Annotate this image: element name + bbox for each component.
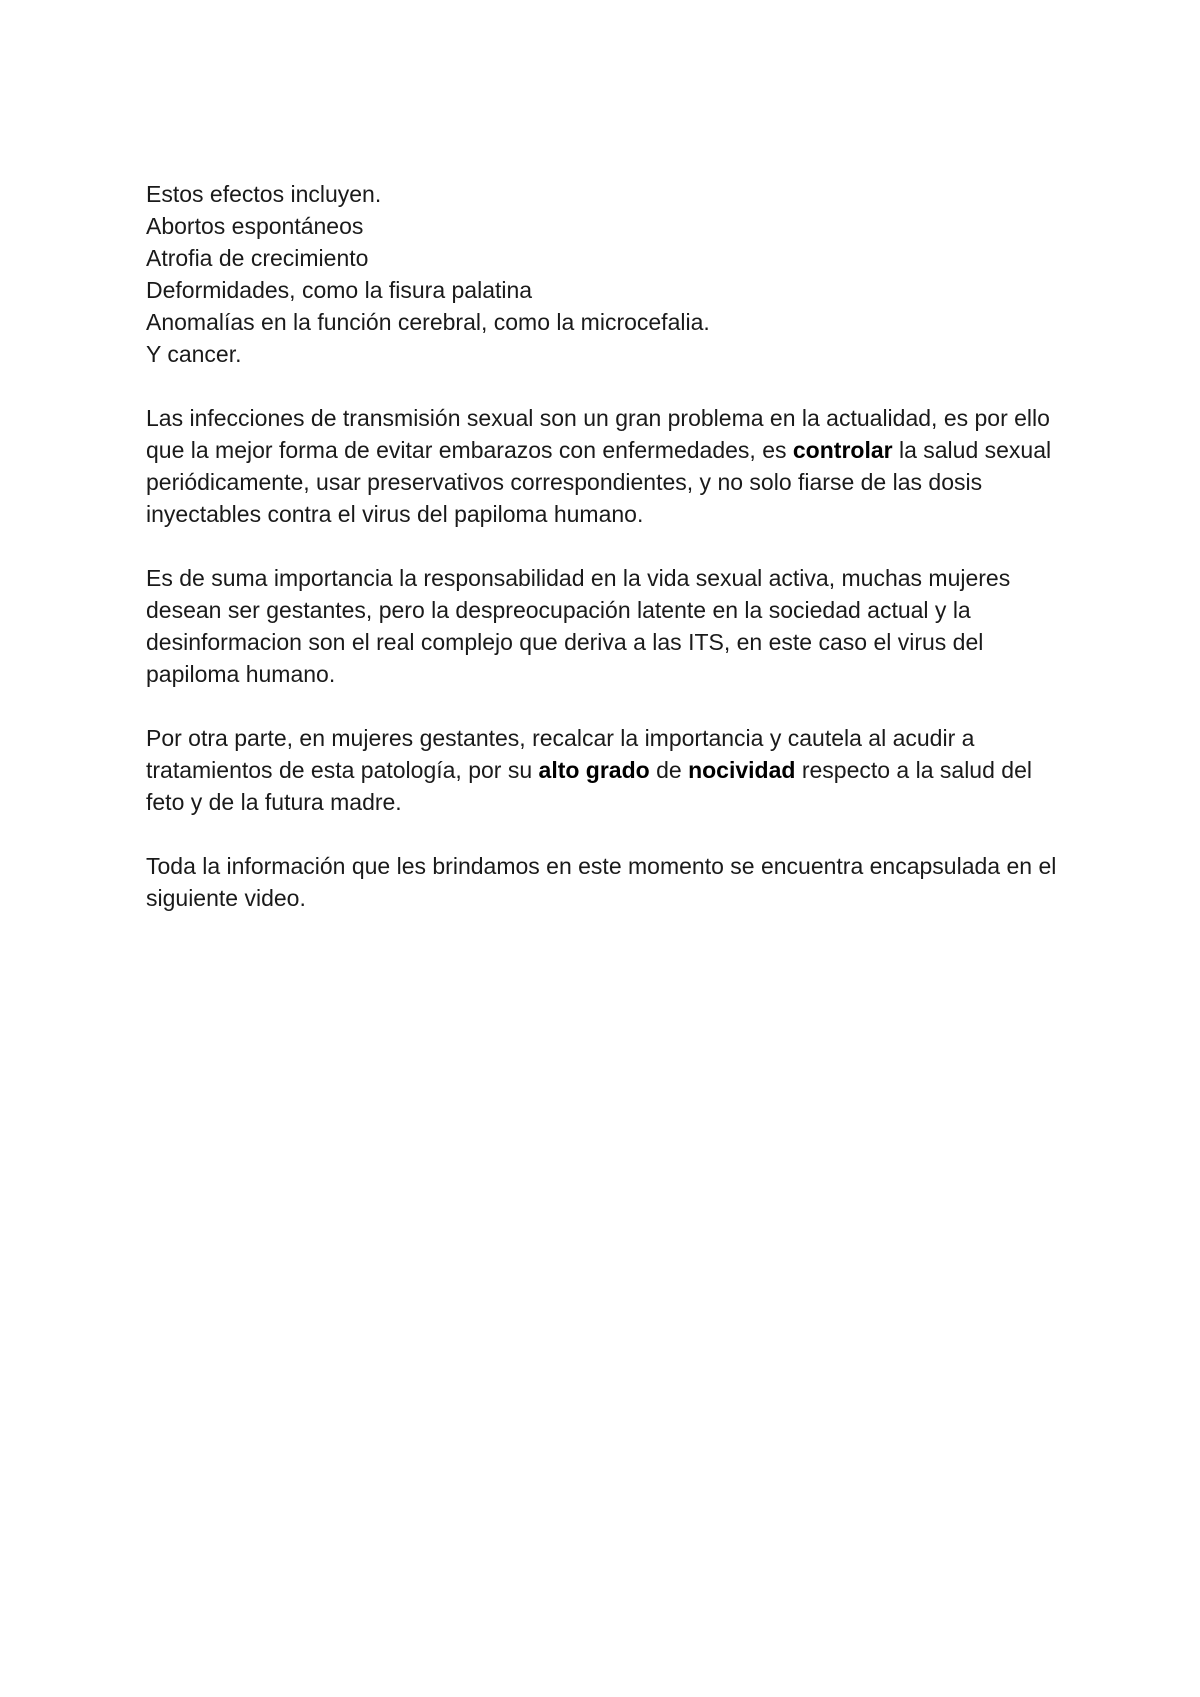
paragraph-text: de <box>649 757 689 783</box>
paragraph-text: Por otra parte, en mujeres gestantes, recalcar la importancia y cautela al acudir a tratamientos de esta patología, por su <box>146 725 975 783</box>
paragraph-infecciones <box>146 402 1066 530</box>
paragraph-text: Toda la información que les brindamos en este momento se encuentra encapsulada en el siguiente video. <box>146 853 1057 911</box>
paragraph-text: Es de suma importancia la responsabilidad en la vida sexual activa, muchas mujeres desean ser gestantes, pero la despreocupación latente en la sociedad actual y la desinformacion son el real complejo que deriva a las ITS, en este caso el virus del papiloma humano. <box>146 565 1011 687</box>
bold-term-controlar: controlar <box>792 437 893 463</box>
list-intro: Estos efectos incluyen. <box>146 181 382 207</box>
paragraph-text: respecto a la salud del feto y de la futura madre. <box>146 757 1032 815</box>
paragraph-text: Las infecciones de transmisión sexual son un gran problema en la actualidad, es por ello que la mejor forma de evitar embarazos con enfermedades, es <box>146 405 1050 463</box>
bold-term-alto-grado: alto grado <box>538 757 650 783</box>
document-body <box>146 178 1066 914</box>
paragraph-gestantes <box>146 722 1066 818</box>
list-item: Deformidades, como la fisura palatina <box>146 277 533 303</box>
list-item: Abortos espontáneos <box>146 213 364 239</box>
list-item: Atrofia de crecimiento <box>146 245 369 271</box>
bold-term-nocividad: nocividad <box>688 757 796 783</box>
paragraph-text: la salud sexual periódicamente, usar preservativos correspondientes, y no solo fiarse de las dosis inyectables contra el virus del papiloma humano. <box>146 437 1052 527</box>
effects-list <box>146 178 1066 370</box>
paragraph-responsabilidad <box>146 562 1066 690</box>
list-item: Y cancer. <box>146 341 242 367</box>
paragraph-video <box>146 850 1066 914</box>
list-item: Anomalías en la función cerebral, como la microcefalia. <box>146 309 710 335</box>
